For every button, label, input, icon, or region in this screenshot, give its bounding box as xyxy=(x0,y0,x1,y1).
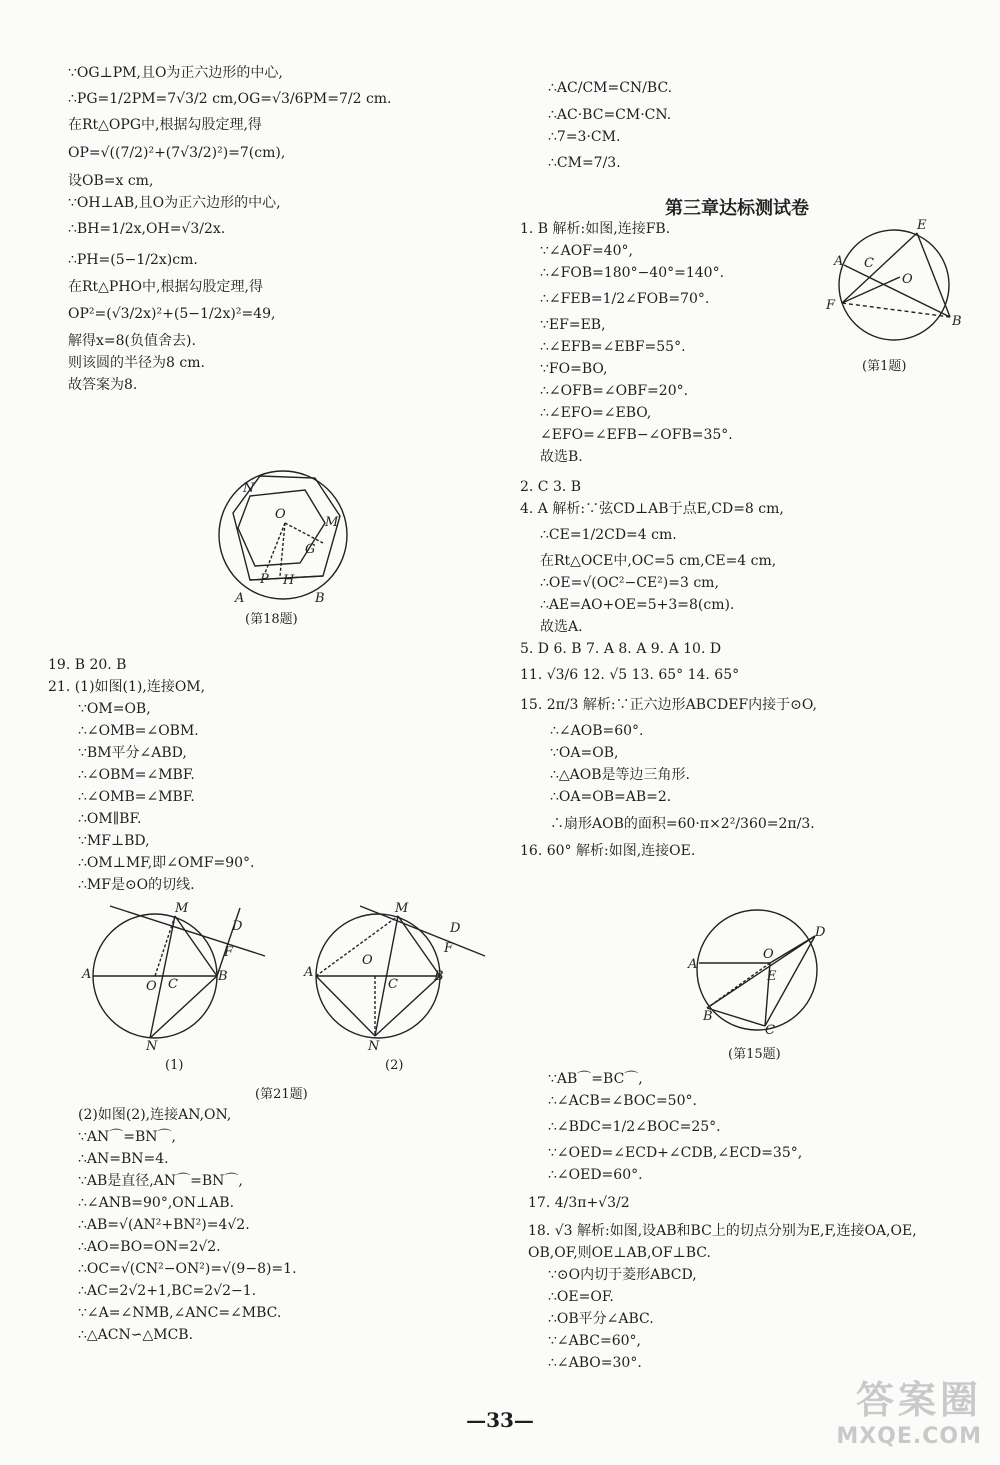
label-D: D xyxy=(450,921,461,936)
text-line: 在Rt△PHO中,根据勾股定理,得 xyxy=(68,279,263,295)
label-O: O xyxy=(362,953,373,968)
left-column-2 xyxy=(48,654,478,896)
label-F: F xyxy=(826,298,836,313)
label-D: D xyxy=(232,919,243,934)
right-column-2 xyxy=(520,218,820,468)
figure-21-2-diagram xyxy=(300,898,490,1058)
text-line: ∴OE=√(OC²−CE²)=3 cm, xyxy=(540,575,719,591)
text-line: ∴∠AOB=60°. xyxy=(550,723,644,739)
text-line: ∴∠FEB=1/2∠FOB=70°. xyxy=(540,291,710,307)
text-line: ∠EFO=∠EFB−∠OFB=35°. xyxy=(540,427,733,443)
label-O: O xyxy=(763,947,774,962)
text-line: 故选B. xyxy=(540,449,583,465)
text-line: ∵∠ABC=60°, xyxy=(548,1333,642,1349)
watermark-line2: MXQE.COM xyxy=(836,1424,982,1449)
figure-21-sub2: (2) xyxy=(385,1058,404,1073)
label-A: A xyxy=(235,591,245,606)
label-A: A xyxy=(82,967,92,982)
label-O: O xyxy=(902,272,913,287)
label-E: E xyxy=(917,218,927,233)
text-line: 17. 4/3π+√3/2 xyxy=(528,1195,630,1211)
text-line: ∴BH=1/2x,OH=√3/2x. xyxy=(68,221,226,237)
text-line: 故选A. xyxy=(540,619,583,635)
text-line: 在Rt△OPG中,根据勾股定理,得 xyxy=(68,117,262,133)
section-title: 第三章达标测试卷 xyxy=(665,198,809,219)
text-line: 21. (1)如图(1),连接OM, xyxy=(48,679,206,695)
right-column-4 xyxy=(528,1068,978,1374)
text-line: ∵OG⊥PM,且O为正六边形的中心, xyxy=(68,65,283,81)
label-F: F xyxy=(224,945,234,960)
figure-18-diagram xyxy=(205,468,365,608)
label-C: C xyxy=(864,256,874,271)
text-line: ∴∠OFB=∠OBF=20°. xyxy=(540,383,689,399)
text-line: 2. C 3. B xyxy=(520,479,582,495)
text-line: ∴∠ANB=90°,ON⊥AB. xyxy=(78,1195,235,1211)
label-G: G xyxy=(305,542,316,557)
text-line: 16. 60° 解析:如图,连接OE. xyxy=(520,843,696,859)
text-line: OP²=(√3/2x)²+(5−1/2x)²=49, xyxy=(68,306,276,322)
text-line: ∴∠ACB=∠BOC=50°. xyxy=(548,1093,697,1109)
text-line: ∵OM=OB, xyxy=(78,701,151,717)
text-line: 故答案为8. xyxy=(68,377,138,393)
text-line: 5. D 6. B 7. A 8. A 9. A 10. D xyxy=(520,641,722,657)
text-line: 在Rt△OCE中,OC=5 cm,CE=4 cm, xyxy=(540,553,777,569)
text-line: ∴OC=√(CN²−ON²)=√(9−8)=1. xyxy=(78,1261,297,1277)
label-D: D xyxy=(815,925,826,940)
label-M: M xyxy=(395,901,409,916)
text-line: ∵MF⊥BD, xyxy=(78,833,150,849)
label-P: P xyxy=(260,572,269,587)
left-column-3 xyxy=(78,1104,498,1346)
label-C: C xyxy=(765,1023,775,1038)
page-number: —33— xyxy=(466,1408,534,1432)
right-column-3 xyxy=(520,476,970,862)
text-line: ∵AB⌒=BC⌒, xyxy=(548,1071,643,1087)
label-N: N xyxy=(368,1039,380,1054)
text-line: ∴AC·BC=CM·CN. xyxy=(548,107,672,123)
figure-21-1-diagram xyxy=(80,898,270,1058)
figure-15-caption: (第15题) xyxy=(728,1047,781,1062)
text-line: ∴PH=(5−1/2x)cm. xyxy=(68,252,198,268)
text-line: (2)如图(2),连接AN,ON, xyxy=(78,1107,232,1123)
text-line: 1. B 解析:如图,连接FB. xyxy=(520,221,671,237)
watermark xyxy=(836,1369,982,1449)
text-line: ∴OA=OB=AB=2. xyxy=(550,789,672,805)
text-line: ∴AO=BO=ON=2√2. xyxy=(78,1239,221,1255)
text-line: OP=√((7/2)²+(7√3/2)²)=7(cm), xyxy=(68,145,286,161)
text-line: 4. A 解析:∵弦CD⊥AB于点E,CD=8 cm, xyxy=(520,501,784,517)
text-line: 设OB=x cm, xyxy=(68,173,154,189)
text-line: ∴CE=1/2CD=4 cm. xyxy=(540,527,677,543)
text-line: 18. √3 解析:如图,设AB和BC上的切点分别为E,F,连接OA,OE, xyxy=(528,1223,917,1239)
text-line: 19. B 20. B xyxy=(48,657,127,673)
text-line: ∴7=3·CM. xyxy=(548,129,621,145)
label-A: A xyxy=(304,965,314,980)
text-line: ∴OB平分∠ABC. xyxy=(548,1311,654,1327)
text-line: ∴△AOB是等边三角形. xyxy=(550,767,690,783)
text-line: ∴∠ABO=30°. xyxy=(548,1355,642,1371)
text-line: ∴AC/CM=CN/BC. xyxy=(548,80,673,96)
text-line: ∵OA=OB, xyxy=(550,745,619,761)
label-E: E xyxy=(767,969,777,984)
figure-15-diagram xyxy=(685,908,835,1038)
label-N: N xyxy=(243,481,255,496)
text-line: ∵OH⊥AB,且O为正六边形的中心, xyxy=(68,195,281,211)
label-B: B xyxy=(434,969,444,984)
text-line: ∵AN⌒=BN⌒, xyxy=(78,1129,176,1145)
text-line: ∴CM=7/3. xyxy=(548,155,621,171)
label-B: B xyxy=(218,969,228,984)
figure-21-sub1: (1) xyxy=(165,1058,184,1073)
label-N: N xyxy=(146,1039,158,1054)
text-line: ∵AB是直径,AN⌒=BN⌒, xyxy=(78,1173,243,1189)
text-line: ∴∠EFB=∠EBF=55°. xyxy=(540,339,686,355)
text-line: ∴OM⊥MF,即∠OMF=90°. xyxy=(78,855,255,871)
label-C: C xyxy=(388,977,398,992)
label-O: O xyxy=(146,979,157,994)
figure-1-caption: (第1题) xyxy=(862,359,907,374)
text-line: 则该圆的半径为8 cm. xyxy=(68,355,205,371)
label-A: A xyxy=(688,957,698,972)
text-line: ∴∠OMB=∠MBF. xyxy=(78,789,195,805)
right-column-1 xyxy=(548,72,968,178)
text-line: ∴AB=√(AN²+BN²)=4√2. xyxy=(78,1217,250,1233)
text-line: ∵BM平分∠ABD, xyxy=(78,745,187,761)
text-line: ∵∠AOF=40°, xyxy=(540,243,633,259)
text-line: ∵∠OED=∠ECD+∠CDB,∠ECD=35°, xyxy=(548,1145,803,1161)
text-line: ∴OE=OF. xyxy=(548,1289,614,1305)
label-B: B xyxy=(952,314,962,329)
label-C: C xyxy=(168,977,178,992)
label-O: O xyxy=(275,507,286,522)
label-B: B xyxy=(315,591,325,606)
text-line: ∴∠BDC=1/2∠BOC=25°. xyxy=(548,1119,721,1135)
text-line: ∵∠A=∠NMB,∠ANC=∠MBC. xyxy=(78,1305,282,1321)
text-line: ∵⊙O内切于菱形ABCD, xyxy=(548,1267,697,1283)
watermark-line1: 答案圈 xyxy=(855,1378,982,1422)
left-column xyxy=(68,62,488,396)
label-M: M xyxy=(325,515,339,530)
text-line: ∴∠OED=60°. xyxy=(548,1167,643,1183)
text-line: ∴∠OBM=∠MBF. xyxy=(78,767,195,783)
text-line: 11. √3/6 12. √5 13. 65° 14. 65° xyxy=(520,667,740,683)
text-line: ∴PG=1/2PM=7√3/2 cm,OG=√3/6PM=7/2 cm. xyxy=(68,91,392,107)
label-M: M xyxy=(175,901,189,916)
label-H: H xyxy=(283,573,295,588)
text-line: ∴△ACN∽△MCB. xyxy=(78,1327,194,1343)
text-line: ∴AE=AO+OE=5+3=8(cm). xyxy=(540,597,735,613)
text-line: OB,OF,则OE⊥AB,OF⊥BC. xyxy=(528,1245,711,1261)
text-line: ∴OM∥BF. xyxy=(78,811,142,827)
text-line: 15. 2π/3 解析:∵正六边形ABCDEF内接于⊙O, xyxy=(520,697,817,713)
text-line: 解得x=8(负值舍去). xyxy=(68,333,196,349)
label-A: A xyxy=(834,254,844,269)
label-F: F xyxy=(444,941,454,956)
text-line: ∴AN=BN=4. xyxy=(78,1151,169,1167)
text-line: ∴扇形AOB的面积=60·π×2²/360=2π/3. xyxy=(550,816,815,832)
text-line: ∴∠OMB=∠OBM. xyxy=(78,723,199,739)
text-line: ∴∠FOB=180°−40°=140°. xyxy=(540,265,725,281)
figure-1-diagram xyxy=(822,215,972,350)
text-line: ∴MF是⊙O的切线. xyxy=(78,877,195,893)
label-B: B xyxy=(703,1009,713,1024)
text-line: ∴∠EFO=∠EBO, xyxy=(540,405,652,421)
text-line: ∴AC=2√2+1,BC=2√2−1. xyxy=(78,1283,257,1299)
figure-18-caption: (第18题) xyxy=(245,612,298,627)
figure-21-caption: (第21题) xyxy=(255,1087,308,1102)
text-line: ∵EF=EB, xyxy=(540,317,606,333)
text-line: ∵FO=BO, xyxy=(540,361,608,377)
